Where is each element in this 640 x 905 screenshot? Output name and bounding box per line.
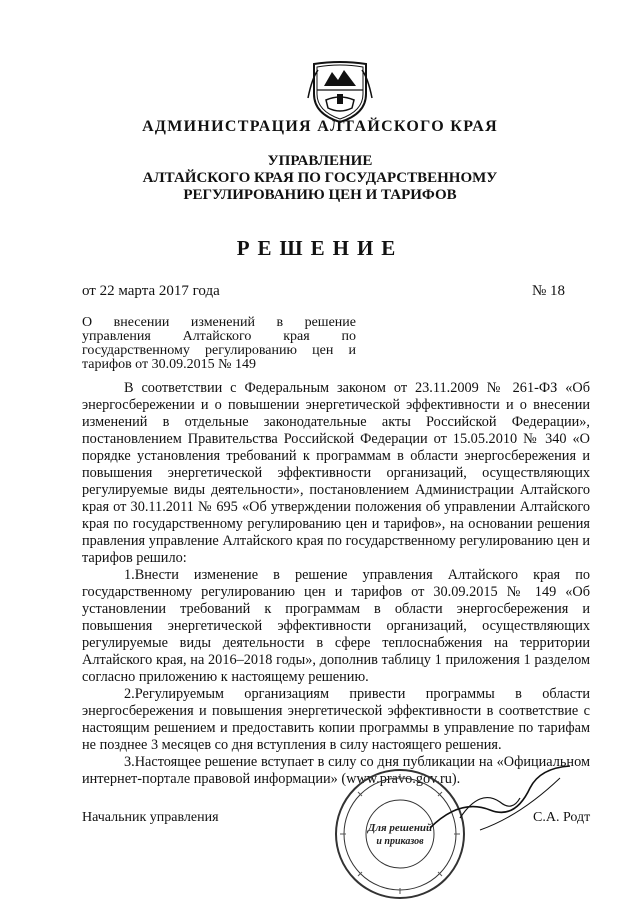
signer-position: Начальник управления xyxy=(82,810,219,825)
document-subject: О внесении изменений в решение управления Алтайского края по государственному регулированию цен и тарифов от 30.09.2015 № 149 xyxy=(82,315,356,372)
stamp-line-2: и приказов xyxy=(376,836,424,847)
signer-name: С.А. Родт xyxy=(533,810,591,825)
document-number: № 18 xyxy=(532,283,566,299)
paragraph-preamble: В соответствии с Федеральным законом от 23.11.2009 № 261-ФЗ «Об энергосбережении и о повышении энергетической эффективности и о внесении изменений в отдельные законодательные акты Российской Федерации», постановлением Правительства Российской Федерации от 15.05.2010 № 340 «О порядке установления требований к программам в области энергосбережения и повышения энергетической эффективности организаций, осуществляющих регулируемые виды деятельности», постановлением Администрации Алтайского края от 30.11.2011 № 695 «Об утверждении положения об управлении Алтайского края по государственному регулированию цен и тарифов», на основании решения правления управление Алтайского края по государственному регулированию цен и тарифов решило: xyxy=(82,380,590,566)
paragraph-item-2: 2.Регулируемым организациям привести программы в области энергосбережения и повышения энергетической эффективности в соответствие с настоящим решением и предоставить копии программы в управление по тарифам не позднее 3 месяцев со дня вступления в силу настоящего решения. xyxy=(82,686,590,753)
decision-heading: РЕШЕНИЕ xyxy=(236,236,404,260)
coat-of-arms-icon xyxy=(304,58,376,124)
department-line-3: РЕГУЛИРОВАНИЮ ЦЕН И ТАРИФОВ xyxy=(183,187,457,203)
paragraph-item-3: 3.Настоящее решение вступает в силу со дня публикации на «Официальном интернет-портале правовой информации» (www.pravo.gov.ru). xyxy=(82,754,590,787)
paragraph-item-1: 1.Внести изменение в решение управления Алтайского края по государственному регулированию цен и тарифов от 30.09.2015 № 149 «Об установлении требований к программам в области энергосбережения и повышения энергетической эффективности организаций, осуществляющих регулируемые виды деятельности в сфере теплоснабжения на территории Алтайского края, на 2016–2018 годы», дополнив таблицу 1 приложения 1 разделом согласно приложению к настоящему решению. xyxy=(82,567,590,685)
administration-title: АДМИНИСТРАЦИЯ АЛТАЙСКОГО КРАЯ xyxy=(142,118,498,135)
stamp-line-1: Для решений xyxy=(367,822,433,834)
department-title xyxy=(0,153,640,204)
department-line-2: АЛТАЙСКОГО КРАЯ ПО ГОСУДАРСТВЕННОМУ xyxy=(142,170,498,186)
department-line-1: УПРАВЛЕНИЕ xyxy=(267,153,373,169)
handwritten-signature xyxy=(420,758,580,848)
document-date: от 22 марта 2017 года xyxy=(82,283,220,299)
document-body xyxy=(82,380,590,788)
